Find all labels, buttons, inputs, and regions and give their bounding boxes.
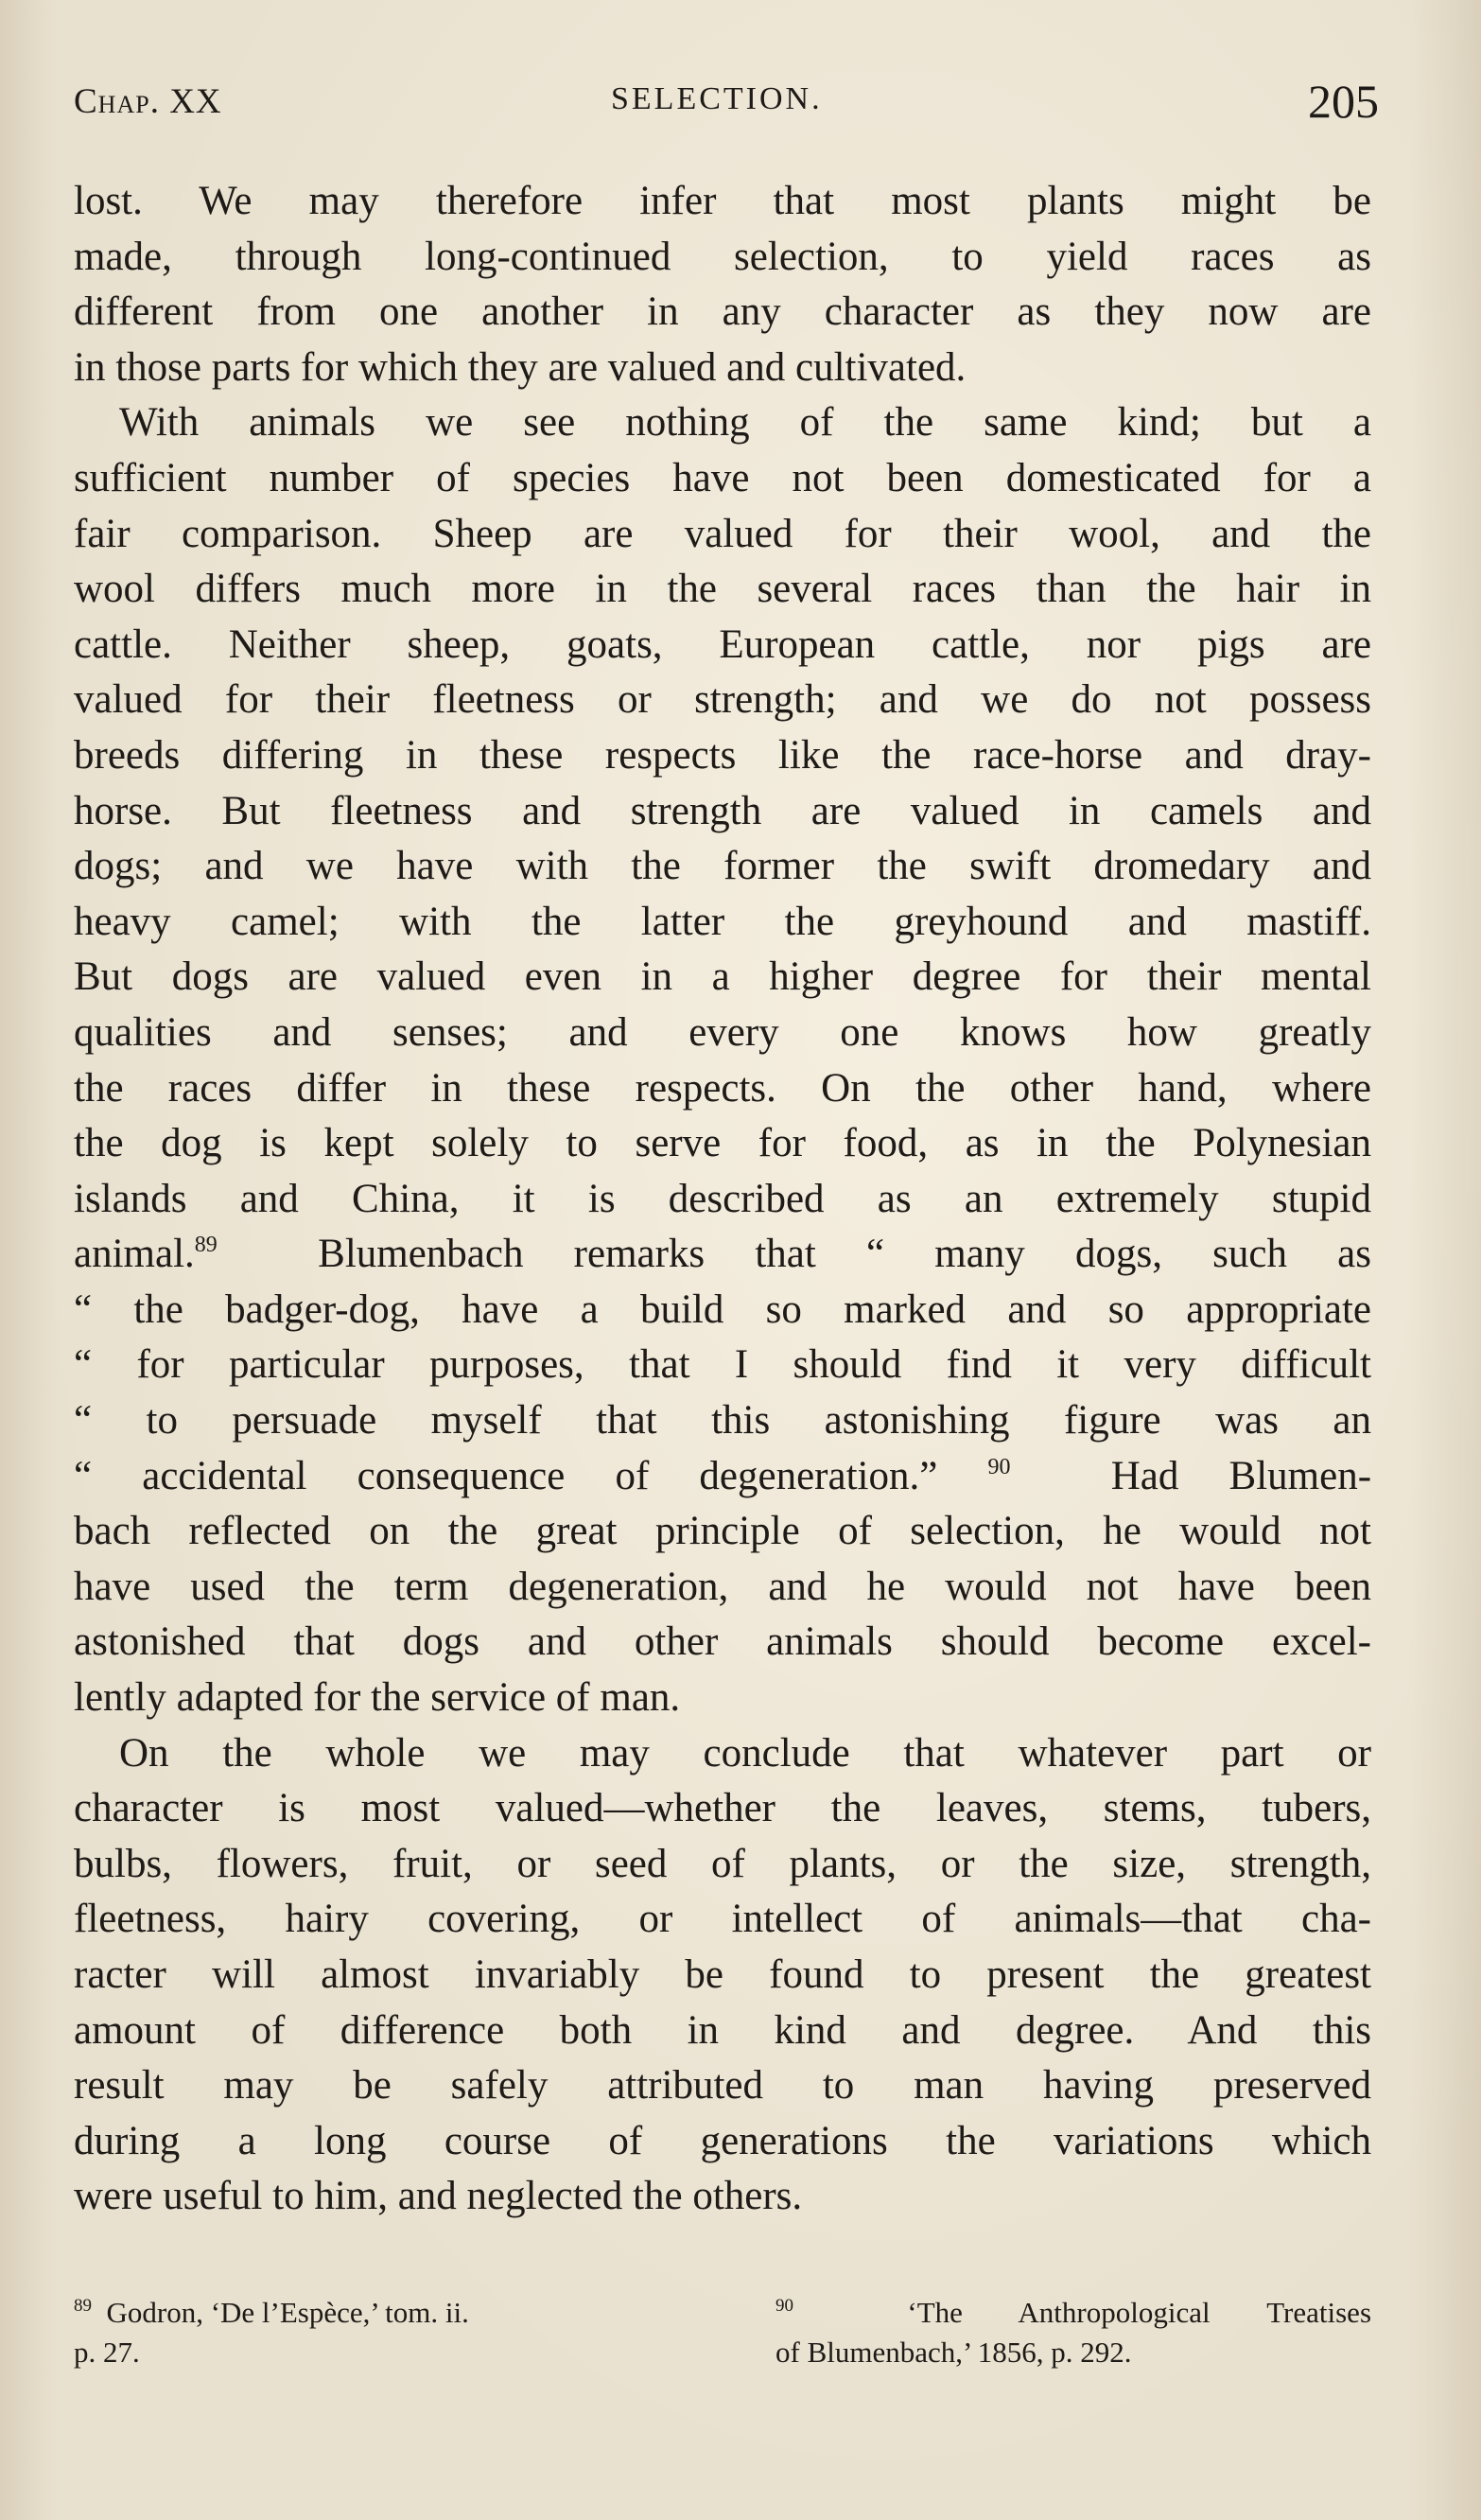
text-line: dogs; and we have with the former the swift dromedary and (74, 844, 1371, 889)
text-line: breeds differing in these respects like the race-horse and dray- (74, 732, 1371, 778)
text-line: made, through long-continued selection, to yield races as (74, 234, 1371, 279)
footnote-line (74, 2293, 698, 2333)
text-line: sufficient number of species have not been domesticated for a (74, 455, 1371, 500)
text-line: heavy camel; with the latter the greyhound and mastiff. (74, 899, 1371, 944)
running-header (74, 74, 1379, 149)
footnote-ref-89[interactable]: 89 (194, 1233, 218, 1258)
footnote-text: Godron, ‘De l’Espèce,’ tom. ii. (106, 2296, 469, 2329)
text-line: bulbs, flowers, fruit, or seed of plants, or the size, strength, (74, 1841, 1371, 1886)
text-line: racter will almost invariably be found to present the greatest (74, 1952, 1371, 1997)
text-line: islands and China, it is described as an extremely stupid (74, 1176, 1371, 1221)
text-line: fleetness, hairy covering, or intellect of animals—that cha- (74, 1897, 1371, 1942)
text-line: horse. But fleetness and strength are valued in camels and (74, 788, 1371, 833)
text-segment: Had Blumen- (1110, 1453, 1372, 1498)
text-line: bach reflected on the great principle of selection, he would not (74, 1509, 1371, 1554)
footnote-ref-90[interactable]: 90 (987, 1454, 1011, 1479)
text-line: the dog is kept solely to serve for food, as in the Polynesian (74, 1121, 1371, 1166)
text-line: cattle. Neither sheep, goats, European cattle, nor pigs are (74, 621, 1371, 667)
text-line: amount of difference both in kind and degree. And this (74, 2007, 1371, 2053)
page-number: 205 (1308, 75, 1379, 128)
text-line: “ for particular purposes, that I should find it very difficult (74, 1342, 1371, 1388)
footnote-line: p. 27. (74, 2336, 140, 2369)
footnote-line: of Blumenbach,’ 1856, p. 292. (775, 2336, 1132, 2369)
text-line: But dogs are valued even in a higher degree for their mental (74, 954, 1371, 1000)
text-line: fair comparison. Sheep are valued for their wool, and the (74, 511, 1371, 556)
text-line: lost. We may therefore infer that most plants might be (74, 179, 1371, 223)
footnote-89 (74, 2293, 698, 2372)
chapter-label: Chap. XX (74, 82, 222, 121)
text-line: valued for their fleetness or strength; and we do not possess (74, 677, 1371, 723)
text-line: wool differs much more in the several races than the hair in (74, 567, 1371, 612)
text-line: different from one another in any character as they now are (74, 289, 1371, 335)
footnote-90 (775, 2293, 1371, 2372)
text-line: result may be safely attributed to man having preserved (74, 2063, 1371, 2109)
text-line: have used the term degeneration, and he would not have been (74, 1564, 1371, 1609)
body-text (74, 174, 1371, 2225)
text-line: were useful to him, and neglected the others. (74, 2174, 803, 2219)
footnote-number: 89 (74, 2296, 92, 2316)
text-line (74, 1449, 1371, 1505)
text-line: qualities and senses; and every one knows how greatly (74, 1009, 1371, 1055)
footnote-text: ‘The Anthropological Treatises (907, 2296, 1372, 2329)
text-segment: Blumenbach remarks that “ many dogs, such as (318, 1232, 1371, 1277)
text-segment: “ accidental consequence of degeneration.” (74, 1453, 938, 1498)
text-line: astonished that dogs and other animals should become excel- (74, 1619, 1371, 1665)
text-line: the races differ in these respects. On the other hand, where (74, 1065, 1371, 1111)
text-line: character is most valued—whether the leaves, stems, tubers, (74, 1786, 1371, 1831)
text-line: On the whole we may conclude that whatever part or (119, 1730, 1371, 1776)
footnote-number: 90 (775, 2296, 793, 2316)
text-line: “ the badger-dog, have a build so marked and so appropriate (74, 1286, 1371, 1332)
text-line (74, 1227, 1371, 1283)
text-line: in those parts for which they are valued and cultivated. (74, 344, 967, 390)
running-title: SELECTION. (611, 81, 823, 116)
text-line: “ to persuade myself that this astonishing figure was an (74, 1398, 1371, 1444)
text-line: lently adapted for the service of man. (74, 1675, 681, 1721)
text-line: during a long course of generations the variations which (74, 2118, 1371, 2163)
text-line: With animals we see nothing of the same kind; but a (119, 400, 1371, 446)
text-segment: animal. (74, 1232, 195, 1277)
footnote-line (775, 2293, 1371, 2333)
